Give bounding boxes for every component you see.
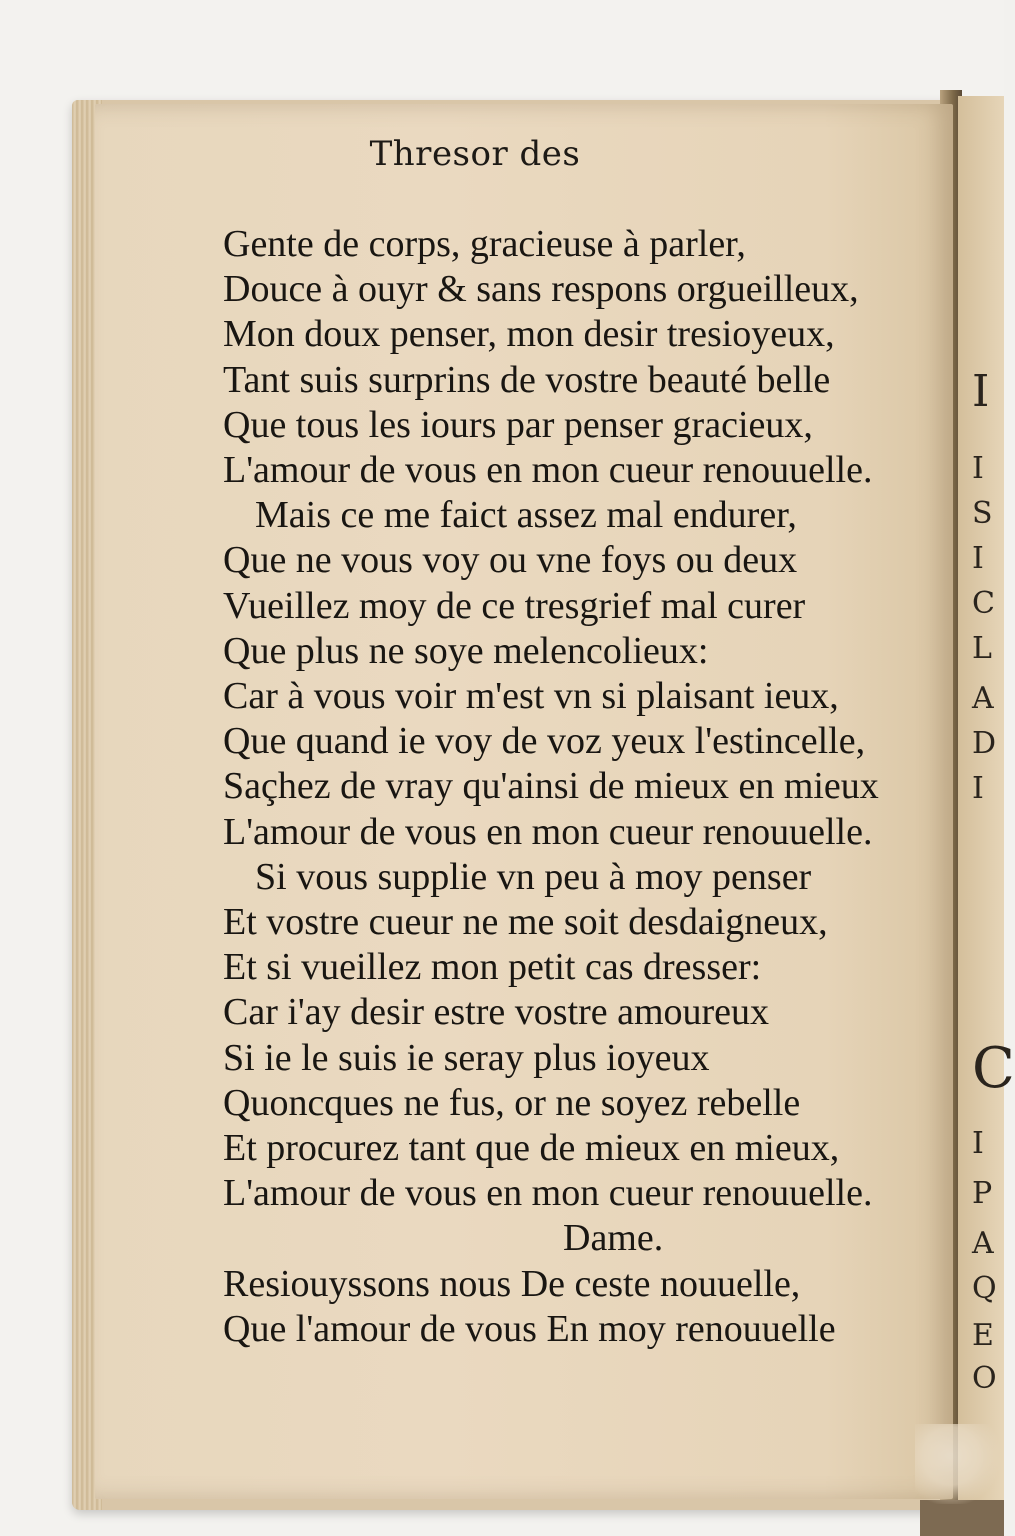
facing-page-letter: I (972, 451, 984, 486)
verse-line: Et vostre cueur ne me soit desdaigneux, (223, 901, 828, 944)
running-head: Thresor des (369, 134, 581, 174)
facing-page-letter: I (972, 366, 990, 417)
paper-damage (915, 1424, 1005, 1504)
verse-line: L'amour de vous en mon cueur renouuelle. (223, 449, 873, 492)
verse-line: Si ie le suis ie seray plus ioyeux (223, 1036, 710, 1079)
facing-page-letter: L (972, 631, 992, 666)
facing-page-letter: I (972, 1126, 984, 1161)
verse-line: Car i'ay desir estre vostre amoureux (223, 991, 770, 1034)
verse-line: Douce à ouyr & sans respons orgueilleux, (223, 268, 859, 311)
verse-line: Que plus ne soye melencolieux: (223, 629, 709, 672)
verse-line: Mais ce me faict assez mal endurer, (255, 494, 797, 537)
facing-page-letter: S (972, 496, 993, 531)
verse-line: Quoncques ne fus, or ne soyez rebelle (223, 1081, 801, 1124)
facing-page-letter: A (972, 1226, 994, 1261)
facing-page-letter: A (972, 681, 994, 716)
facing-page-letter: C (972, 1036, 1015, 1101)
verse-line: Que tous les iours par penser gracieux, (223, 403, 813, 446)
verse-line: Car à vous voir m'est vn si plaisant ieux, (223, 675, 839, 718)
facing-page-letter: P (972, 1176, 993, 1211)
facing-page-letter: Q (972, 1271, 997, 1306)
facing-page-letter: I (972, 541, 984, 576)
facing-page-letter: D (972, 726, 997, 761)
verse-line: Gente de corps, gracieuse à parler, (223, 223, 746, 265)
verse-line: Et procurez tant que de mieux en mieux, (223, 1127, 840, 1170)
verse-line: L'amour de vous en mon cueur renouuelle. (223, 1172, 873, 1215)
verse-line: L'amour de vous en mon cueur renouuelle. (223, 810, 873, 853)
verse-line: Que quand ie voy de voz yeux l'estincelle, (223, 720, 866, 763)
verse-line: Mon doux penser, mon desir tresioyeux, (223, 313, 835, 356)
poem-body (223, 222, 943, 1352)
verse-line: Si vous supplie vn peu à moy penser (255, 855, 812, 898)
closing-line: Que l'amour de vous En moy renouuelle (223, 1307, 836, 1350)
verse-line: Tant suis surprins de vostre beauté belle (223, 358, 831, 401)
facing-page (958, 96, 1015, 1511)
facing-page-letter: I (972, 771, 984, 806)
facing-page-letter: C (972, 586, 995, 621)
closing-line: Resiouyssons nous De ceste nouuelle, (223, 1262, 801, 1305)
verse-line: Vueillez moy de ce tresgrief mal curer (223, 584, 806, 627)
verso-page (95, 104, 953, 1499)
facing-page-letter: E (972, 1318, 994, 1353)
verse-line: Saçhez de vray qu'ainsi de mieux en mieux (223, 765, 879, 808)
speaker-heading: Dame. (563, 1217, 664, 1260)
verse-line: Que ne vous voy ou vne foys ou deux (223, 539, 798, 582)
facing-page-letter: O (972, 1361, 997, 1396)
verse-line: Et si vueillez mon petit cas dresser: (223, 946, 762, 989)
binding-bottom (920, 1500, 1004, 1536)
